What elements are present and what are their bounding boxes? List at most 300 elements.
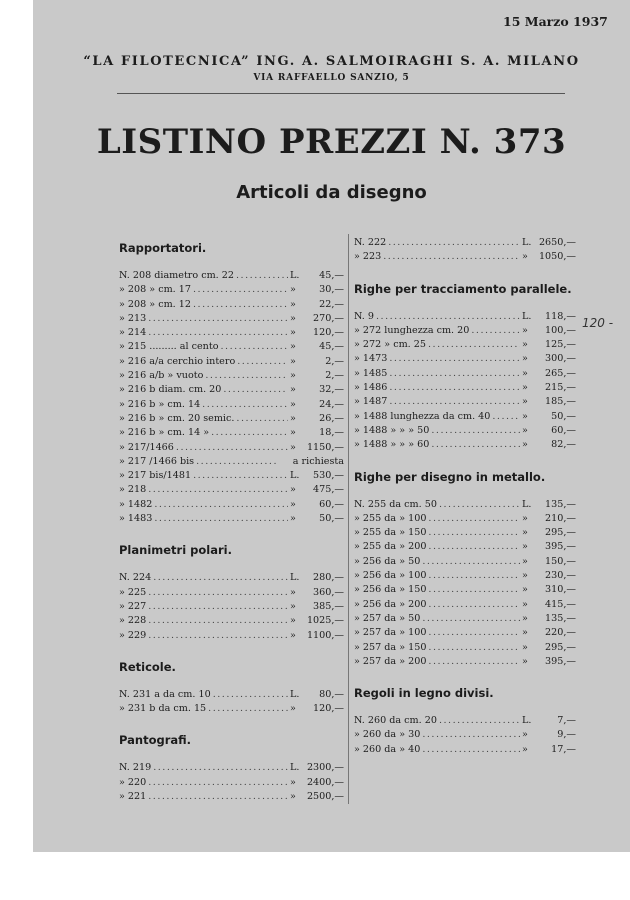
item-description: » 1483 <box>119 513 153 525</box>
leader-dots <box>388 236 520 250</box>
item-description: » 255 da » 150 <box>354 527 427 539</box>
item-price <box>290 483 344 497</box>
price-value: 220,— <box>545 627 576 639</box>
price-value: 2400,— <box>306 776 344 788</box>
price-prefix: » <box>290 615 296 627</box>
price-value: 118,— <box>545 310 576 322</box>
price-row <box>119 614 344 628</box>
item-description: » 216 b » cm. 14 » <box>119 427 210 439</box>
section-title: Pantografi. <box>119 733 192 748</box>
item-price <box>290 512 344 526</box>
item-description: » 1473 <box>354 353 388 365</box>
leader-dots <box>148 629 288 643</box>
price-row <box>119 398 344 412</box>
price-prefix: » <box>522 627 528 639</box>
item-description: » 229 <box>119 629 147 641</box>
leader-dots <box>237 355 288 369</box>
price-prefix: » <box>522 743 528 755</box>
leader-dots <box>431 424 520 438</box>
item-price <box>290 426 344 440</box>
price-value: 1025,— <box>306 615 344 627</box>
section-title: Regoli in legno divisi. <box>354 686 494 701</box>
leader-dots <box>213 688 288 702</box>
item-description: » 216 b » cm. 14 <box>119 398 201 410</box>
item-price <box>522 728 576 742</box>
section-spacer <box>354 265 576 282</box>
item-description: » 215 ......... al cento <box>119 341 219 353</box>
leader-dots <box>389 352 520 366</box>
item-description: » 272 » cm. 25 <box>354 339 426 351</box>
price-row <box>354 526 576 540</box>
leader-dots <box>428 512 520 526</box>
item-price <box>522 583 576 597</box>
price-prefix: » <box>522 570 528 582</box>
item-description: » 217 /1466 bis <box>119 455 195 467</box>
item-description: » 256 da » 200 <box>354 598 427 610</box>
section-title: Rapportatori. <box>119 241 207 255</box>
price-value: 60,— <box>551 424 576 436</box>
price-value: 26,— <box>319 412 344 424</box>
section-title: Reticole. <box>119 659 176 674</box>
item-description: » 216 a/b » vuoto <box>119 370 204 382</box>
item-description: N. 231 a da cm. 10 <box>119 688 211 700</box>
price-value: 265,— <box>545 367 576 379</box>
price-row <box>354 641 576 655</box>
price-row <box>119 269 344 283</box>
item-price <box>290 398 344 412</box>
item-description: » 257 da » 200 <box>354 655 427 667</box>
price-prefix: » <box>522 410 528 422</box>
price-value: 295,— <box>545 527 576 539</box>
leader-dots <box>148 776 288 790</box>
item-description: » 220 <box>119 776 147 788</box>
item-description: » 1485 <box>354 367 388 379</box>
item-price <box>290 326 344 340</box>
item-description: » 260 da » 30 <box>354 729 421 741</box>
leader-dots <box>428 540 520 554</box>
item-price <box>290 369 344 383</box>
item-price <box>522 250 576 264</box>
leader-dots <box>422 555 520 569</box>
item-description: N. 208 diametro cm. 22 <box>119 270 234 281</box>
price-row <box>354 250 576 264</box>
leader-dots <box>193 283 288 297</box>
price-prefix: L. <box>522 310 532 322</box>
price-prefix: » <box>290 791 296 803</box>
price-value: 300,— <box>545 353 576 365</box>
price-prefix: » <box>290 600 296 612</box>
item-description: » 257 da » 150 <box>354 641 427 653</box>
leader-dots <box>193 298 288 312</box>
price-prefix: » <box>290 427 296 439</box>
item-price <box>290 776 344 790</box>
price-value: 82,— <box>551 439 576 451</box>
leader-dots <box>154 512 288 526</box>
item-price <box>290 600 344 614</box>
price-value: 135,— <box>545 612 576 624</box>
price-row <box>119 340 344 354</box>
price-row <box>119 512 344 526</box>
item-description: » 221 <box>119 791 147 803</box>
leader-dots <box>428 338 520 352</box>
document-date: 15 Marzo 1937 <box>503 14 608 29</box>
price-value: 50,— <box>551 410 576 422</box>
leader-dots <box>376 310 520 324</box>
item-price <box>279 455 344 469</box>
price-prefix: » <box>522 729 528 741</box>
leader-dots <box>471 324 520 338</box>
item-price <box>290 498 344 512</box>
leader-dots <box>154 498 288 512</box>
price-row <box>119 455 344 469</box>
price-prefix: » <box>290 513 296 525</box>
item-price <box>290 761 344 775</box>
price-value: 100,— <box>545 324 576 336</box>
price-value: 125,— <box>545 339 576 351</box>
item-description: N. 222 <box>354 237 387 248</box>
price-value: 2300,— <box>306 762 344 774</box>
item-price <box>290 688 344 702</box>
price-row <box>354 555 576 569</box>
price-prefix: » <box>522 251 528 263</box>
leader-dots <box>153 571 288 585</box>
leader-dots <box>223 383 288 397</box>
item-description: » 228 <box>119 615 147 627</box>
section-spacer <box>119 526 344 543</box>
price-value: 120,— <box>313 327 344 339</box>
leader-dots <box>389 381 520 395</box>
price-prefix: » <box>522 396 528 408</box>
price-value: 385,— <box>313 600 344 612</box>
item-price <box>290 412 344 426</box>
leader-dots <box>205 369 288 383</box>
leader-dots <box>196 455 277 469</box>
item-description: N. 260 da cm. 20 <box>354 715 437 727</box>
price-row <box>354 728 576 742</box>
price-value: 50,— <box>319 513 344 525</box>
item-description: » 255 da » 100 <box>354 512 427 524</box>
price-value: 22,— <box>319 298 344 310</box>
item-price <box>522 498 576 512</box>
leader-dots <box>428 626 520 640</box>
price-row <box>354 655 576 669</box>
item-price <box>290 283 344 297</box>
item-description: » 1488 lunghezza da cm. 40 <box>354 410 491 422</box>
price-value: 24,— <box>319 398 344 410</box>
price-value: 395,— <box>545 655 576 667</box>
price-value: 45,— <box>319 270 344 281</box>
price-prefix: » <box>290 703 296 715</box>
price-row <box>354 367 576 381</box>
price-prefix: » <box>290 412 296 424</box>
section-spacer <box>119 643 344 660</box>
item-price <box>290 790 344 804</box>
item-price <box>522 612 576 626</box>
price-prefix: L. <box>290 688 300 700</box>
leader-dots <box>439 714 520 728</box>
item-description: » 1487 <box>354 396 388 408</box>
price-row <box>119 441 344 455</box>
price-row <box>354 540 576 554</box>
leader-dots <box>389 367 520 381</box>
item-price <box>290 269 344 283</box>
price-prefix: » <box>290 776 296 788</box>
price-prefix: L. <box>522 237 532 248</box>
price-prefix: » <box>522 382 528 394</box>
item-price <box>522 424 576 438</box>
item-price <box>522 367 576 381</box>
price-row <box>119 498 344 512</box>
leader-dots <box>431 438 520 452</box>
item-price <box>522 714 576 728</box>
price-prefix: » <box>522 424 528 436</box>
leader-dots <box>428 569 520 583</box>
section-title: Planimetri polari. <box>119 543 232 558</box>
item-price <box>522 395 576 409</box>
price-prefix: L. <box>290 762 300 774</box>
price-row <box>119 776 344 790</box>
price-value: 530,— <box>313 470 344 482</box>
leader-dots <box>193 469 288 483</box>
company-name: “LA FILOTECNICA” ING. A. SALMOIRAGHI S. A. MILANO <box>83 54 580 69</box>
price-prefix: L. <box>290 572 300 584</box>
leader-dots <box>148 600 288 614</box>
price-row <box>119 790 344 804</box>
item-description: » 216 b diam. cm. 20 <box>119 384 222 396</box>
leader-dots <box>422 743 520 757</box>
item-price <box>290 702 344 716</box>
left-column <box>119 241 344 804</box>
price-row <box>354 410 576 424</box>
price-row <box>119 369 344 383</box>
price-prefix: » <box>290 586 296 598</box>
right-column <box>354 236 576 757</box>
leader-dots <box>211 426 288 440</box>
document-page <box>33 0 630 852</box>
price-value: 60,— <box>319 498 344 510</box>
item-price <box>522 324 576 338</box>
item-description: » 260 da » 40 <box>354 743 421 755</box>
price-value: 2,— <box>325 355 344 367</box>
item-description: » 256 da » 100 <box>354 570 427 582</box>
item-price <box>522 655 576 669</box>
leader-dots <box>428 526 520 540</box>
price-value: 2650,— <box>538 237 576 248</box>
item-description: » 256 da » 50 <box>354 555 421 567</box>
price-value: 395,— <box>545 541 576 553</box>
price-prefix: » <box>522 324 528 336</box>
price-prefix: » <box>290 441 296 453</box>
leader-dots <box>148 312 288 326</box>
leader-dots <box>383 250 520 264</box>
leader-dots <box>428 641 520 655</box>
price-prefix: L. <box>522 498 532 510</box>
price-prefix: » <box>290 370 296 382</box>
item-price <box>290 298 344 312</box>
price-row <box>119 600 344 614</box>
price-value: 120,— <box>313 703 344 715</box>
item-price <box>522 526 576 540</box>
page-title: LISTINO PREZZI N. 373 <box>96 122 567 162</box>
item-description: N. 224 <box>119 572 152 584</box>
price-row <box>354 743 576 757</box>
item-description: » 1488 » » » 50 <box>354 424 430 436</box>
item-description: » 1488 » » » 60 <box>354 439 430 451</box>
price-prefix: » <box>290 298 296 310</box>
item-description: » 216 b » cm. 20 semic. <box>119 412 235 424</box>
leader-dots <box>428 655 520 669</box>
item-price <box>290 469 344 483</box>
item-price <box>522 352 576 366</box>
leader-dots <box>176 441 288 455</box>
price-row <box>119 383 344 397</box>
price-prefix: » <box>522 612 528 624</box>
item-price <box>522 540 576 554</box>
leader-dots <box>236 412 288 426</box>
price-row <box>119 761 344 775</box>
price-row <box>354 714 576 728</box>
leader-dots <box>220 340 288 354</box>
price-row <box>354 512 576 526</box>
price-row <box>119 571 344 585</box>
price-value: 1100,— <box>306 629 344 641</box>
price-row <box>119 312 344 326</box>
item-price <box>290 441 344 455</box>
price-prefix: » <box>522 353 528 365</box>
item-price <box>290 340 344 354</box>
leader-dots <box>422 612 520 626</box>
price-value: 9,— <box>557 729 576 741</box>
price-row <box>354 598 576 612</box>
leader-dots <box>148 586 288 600</box>
price-value: 360,— <box>313 586 344 598</box>
price-value: 270,— <box>313 312 344 324</box>
price-row <box>354 424 576 438</box>
price-value: 7,— <box>557 715 576 727</box>
price-row <box>354 626 576 640</box>
price-prefix: » <box>290 355 296 367</box>
item-description: » 217 bis/1481 <box>119 470 192 482</box>
price-row <box>119 355 344 369</box>
price-prefix: » <box>522 655 528 667</box>
leader-dots <box>208 702 288 716</box>
price-value: a richiesta <box>292 455 344 467</box>
price-value: 2500,— <box>306 791 344 803</box>
item-price <box>522 555 576 569</box>
price-value: 30,— <box>319 284 344 296</box>
price-row <box>119 412 344 426</box>
price-prefix: » <box>290 484 296 496</box>
section-spacer <box>354 669 576 686</box>
item-description: » 227 <box>119 600 147 612</box>
price-value: 135,— <box>545 498 576 510</box>
section-title: Righe per tracciamento parallele. <box>354 281 572 296</box>
section-title: Righe per disegno in metallo. <box>354 469 546 484</box>
price-prefix: » <box>522 439 528 451</box>
item-description: » 272 lunghezza cm. 20 <box>354 324 470 336</box>
price-row <box>119 326 344 340</box>
leader-dots <box>492 410 520 424</box>
item-price <box>522 743 576 757</box>
price-prefix: » <box>522 367 528 379</box>
item-description: » 231 b da cm. 15 <box>119 703 207 715</box>
section-spacer <box>119 716 344 733</box>
price-value: 475,— <box>313 484 344 496</box>
price-row <box>119 469 344 483</box>
price-prefix: » <box>522 555 528 567</box>
item-description: » 225 <box>119 586 147 598</box>
price-value: 32,— <box>319 384 344 396</box>
item-price <box>290 614 344 628</box>
column-divider <box>348 234 349 804</box>
price-row <box>119 283 344 297</box>
item-price <box>290 629 344 643</box>
leader-dots <box>153 761 288 775</box>
item-description: » 208 » cm. 12 <box>119 298 191 310</box>
item-price <box>522 598 576 612</box>
price-prefix: » <box>290 284 296 296</box>
item-price <box>522 381 576 395</box>
item-price <box>290 586 344 600</box>
section-spacer <box>354 453 576 470</box>
item-price <box>290 571 344 585</box>
item-price <box>522 236 576 250</box>
price-row <box>354 395 576 409</box>
price-prefix: » <box>522 584 528 596</box>
price-prefix: L. <box>290 470 300 482</box>
price-row <box>354 324 576 338</box>
price-prefix: » <box>522 541 528 553</box>
price-value: 1050,— <box>538 251 576 263</box>
price-row <box>119 629 344 643</box>
price-row <box>354 569 576 583</box>
price-prefix: » <box>522 598 528 610</box>
price-value: 185,— <box>545 396 576 408</box>
item-description: » 256 da » 150 <box>354 584 427 596</box>
price-prefix: » <box>290 398 296 410</box>
price-row <box>354 310 576 324</box>
price-row <box>354 352 576 366</box>
item-description: » 214 <box>119 327 147 339</box>
price-prefix: » <box>522 339 528 351</box>
leader-dots <box>428 583 520 597</box>
price-row <box>119 426 344 440</box>
price-row <box>354 438 576 452</box>
price-row <box>354 583 576 597</box>
price-value: 150,— <box>545 555 576 567</box>
leader-dots <box>148 614 288 628</box>
price-row <box>354 498 576 512</box>
price-value: 415,— <box>545 598 576 610</box>
price-prefix: » <box>290 341 296 353</box>
item-description: » 255 da » 200 <box>354 541 427 553</box>
price-row <box>354 612 576 626</box>
price-row <box>119 586 344 600</box>
item-price <box>522 310 576 324</box>
header-divider <box>117 93 565 94</box>
item-price <box>522 641 576 655</box>
item-description: » 216 a/a cerchio intero <box>119 355 236 367</box>
leader-dots <box>236 269 288 283</box>
price-value: 295,— <box>545 641 576 653</box>
price-row <box>119 298 344 312</box>
item-description: » 257 da » 100 <box>354 627 427 639</box>
item-price <box>522 569 576 583</box>
item-price <box>290 383 344 397</box>
price-value: 2,— <box>325 370 344 382</box>
price-prefix: » <box>290 498 296 510</box>
leader-dots <box>389 395 520 409</box>
